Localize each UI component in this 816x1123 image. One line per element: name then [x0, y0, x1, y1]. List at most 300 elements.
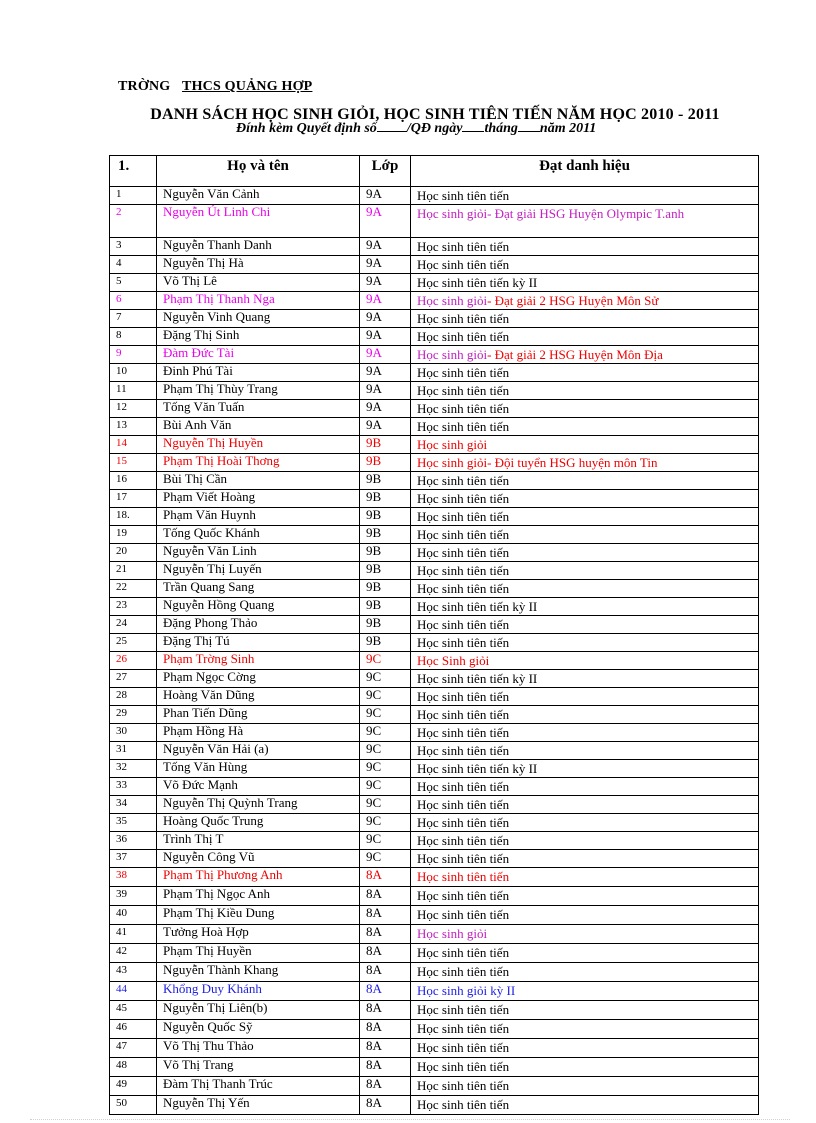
student-name: Phạm Hồng Hà: [157, 724, 360, 742]
student-name: Nguyễn Thị Luyến: [157, 562, 360, 580]
table-row: [110, 256, 759, 274]
student-name: Đàm Thị Thanh Trúc: [157, 1077, 360, 1096]
student-award: [411, 598, 759, 616]
student-class: 9A: [360, 187, 411, 205]
student-name: Nguyễn Công Vũ: [157, 850, 360, 868]
student-award: [411, 238, 759, 256]
student-name: Nguyễn Thị Yến: [157, 1096, 360, 1115]
award-title: Học sinh tiên tiến kỳ II: [417, 761, 538, 776]
student-award: [411, 688, 759, 706]
row-number: 11: [110, 382, 157, 400]
student-award: [411, 472, 759, 490]
student-award: [411, 1096, 759, 1115]
row-number: 2: [110, 205, 157, 238]
student-name: Phạm Thị Ngọc Anh: [157, 887, 360, 906]
school-label: TRỜNG: [118, 79, 171, 94]
student-name: Võ Thị Trang: [157, 1058, 360, 1077]
student-award: [411, 1077, 759, 1096]
award-title: Học sinh tiên tiến: [417, 527, 510, 542]
award-title: Học sinh tiên tiến: [417, 1078, 510, 1093]
table-row: [110, 454, 759, 472]
row-number: 35: [110, 814, 157, 832]
student-class: 9B: [360, 436, 411, 454]
row-number: 32: [110, 760, 157, 778]
student-award: [411, 1058, 759, 1077]
student-name: Hoàng Quốc Trung: [157, 814, 360, 832]
row-number: 43: [110, 963, 157, 982]
table-row: [110, 328, 759, 346]
student-award: [411, 526, 759, 544]
table-row: [110, 1039, 759, 1058]
award-title: Học sinh tiên tiến: [417, 907, 510, 922]
row-number: 37: [110, 850, 157, 868]
student-class: 9A: [360, 346, 411, 364]
award-title: Học sinh tiên tiến: [417, 1059, 510, 1074]
student-award: [411, 274, 759, 292]
student-name: Đàm Đức Tài: [157, 346, 360, 364]
table-row: [110, 814, 759, 832]
row-number: 28: [110, 688, 157, 706]
student-name: Trình Thị T: [157, 832, 360, 850]
student-class: 8A: [360, 1020, 411, 1039]
row-number: 45: [110, 1001, 157, 1020]
table-row: [110, 778, 759, 796]
table-row: [110, 670, 759, 688]
award-title: Học sinh tiên tiến: [417, 725, 510, 740]
award-title: Học sinh tiên tiến: [417, 509, 510, 524]
table-row: [110, 346, 759, 364]
table-row: [110, 706, 759, 724]
row-number: 42: [110, 944, 157, 963]
student-class: 8A: [360, 963, 411, 982]
award-title: Học sinh tiên tiến kỳ II: [417, 671, 538, 686]
student-class: 9B: [360, 634, 411, 652]
table-row: [110, 382, 759, 400]
table-row: [110, 963, 759, 982]
table-row: [110, 436, 759, 454]
award-title: Học Sinh giỏi: [417, 653, 490, 668]
student-class: 9B: [360, 544, 411, 562]
header-number: 1.: [110, 156, 157, 187]
student-award: [411, 814, 759, 832]
student-name: Nguyễn Út Linh Chi: [157, 205, 360, 238]
award-note: - Đạt giải 2 HSG Huyện Môn Địa: [487, 347, 663, 362]
student-award: [411, 1020, 759, 1039]
student-award: [411, 490, 759, 508]
student-award: [411, 616, 759, 634]
row-number: 26: [110, 652, 157, 670]
table-row: [110, 526, 759, 544]
student-class: 9B: [360, 616, 411, 634]
award-title: Học sinh tiên tiến: [417, 833, 510, 848]
student-class: 9C: [360, 688, 411, 706]
student-award: [411, 670, 759, 688]
student-class: 9C: [360, 652, 411, 670]
student-name: Hoàng Văn Dũng: [157, 688, 360, 706]
student-class: 9A: [360, 328, 411, 346]
student-class: 9A: [360, 382, 411, 400]
table-row: [110, 724, 759, 742]
student-class: 9B: [360, 472, 411, 490]
award-title: Học sinh tiên tiến: [417, 869, 510, 884]
student-class: 9B: [360, 490, 411, 508]
student-class: 8A: [360, 1001, 411, 1020]
student-award: [411, 742, 759, 760]
student-class: 9C: [360, 724, 411, 742]
table-row: [110, 742, 759, 760]
page-bottom-border: [30, 1119, 790, 1120]
table-row: [110, 508, 759, 526]
student-name: Nguyễn Văn Cảnh: [157, 187, 360, 205]
award-title: Học sinh giỏi: [417, 347, 488, 362]
student-name: Phạm Trờng Sinh: [157, 652, 360, 670]
student-class: 8A: [360, 982, 411, 1001]
row-number: 44: [110, 982, 157, 1001]
award-title: Học sinh tiên tiến kỳ II: [417, 599, 538, 614]
student-name: Nguyễn Văn Linh: [157, 544, 360, 562]
row-number: 40: [110, 906, 157, 925]
student-class: 8A: [360, 868, 411, 887]
student-name: Phạm Văn Huynh: [157, 508, 360, 526]
award-title: Học sinh tiên tiến: [417, 491, 510, 506]
award-title: Học sinh tiên tiến: [417, 563, 510, 578]
student-award: [411, 400, 759, 418]
student-class: 9A: [360, 205, 411, 238]
award-title: Học sinh giỏi: [417, 206, 488, 221]
award-title: Học sinh tiên tiến: [417, 311, 510, 326]
table-row: [110, 187, 759, 205]
row-number: 27: [110, 670, 157, 688]
row-number: 36: [110, 832, 157, 850]
student-class: 9A: [360, 256, 411, 274]
row-number: 1: [110, 187, 157, 205]
row-number: 9: [110, 346, 157, 364]
table-row: [110, 472, 759, 490]
header-class: Lớp: [360, 156, 411, 187]
table-header-row: [110, 156, 759, 187]
row-number: 14: [110, 436, 157, 454]
table-row: [110, 652, 759, 670]
row-number: 8: [110, 328, 157, 346]
award-title: Học sinh giỏi: [417, 926, 488, 941]
student-name: Tống Quốc Khánh: [157, 526, 360, 544]
row-number: 25: [110, 634, 157, 652]
student-class: 9A: [360, 310, 411, 328]
student-class: 9C: [360, 742, 411, 760]
student-name: Võ Thị Thu Thảo: [157, 1039, 360, 1058]
award-title: Học sinh tiên tiến: [417, 797, 510, 812]
award-title: Học sinh tiên tiến: [417, 257, 510, 272]
row-number: 18.: [110, 508, 157, 526]
award-title: Học sinh giỏi kỳ II: [417, 983, 516, 998]
student-award: [411, 382, 759, 400]
student-class: 9B: [360, 508, 411, 526]
student-class: 9B: [360, 526, 411, 544]
table-row: [110, 544, 759, 562]
student-name: Nguyễn Hồng Quang: [157, 598, 360, 616]
student-name: Nguyễn Thành Khang: [157, 963, 360, 982]
student-name: Võ Đức Mạnh: [157, 778, 360, 796]
row-number: 48: [110, 1058, 157, 1077]
table-row: [110, 832, 759, 850]
award-title: Học sinh tiên tiến: [417, 1002, 510, 1017]
student-class: 8A: [360, 887, 411, 906]
table-row: [110, 274, 759, 292]
student-class: 9A: [360, 238, 411, 256]
row-number: 30: [110, 724, 157, 742]
decision-reference: [236, 121, 596, 137]
table-row: [110, 634, 759, 652]
award-title: Học sinh tiên tiến: [417, 851, 510, 866]
header-award: Đạt danh hiệu: [411, 156, 759, 187]
student-name: Phạm Thị Kiều Dung: [157, 906, 360, 925]
row-number: 13: [110, 418, 157, 436]
row-number: 23: [110, 598, 157, 616]
student-class: 9C: [360, 850, 411, 868]
award-title: Học sinh tiên tiến: [417, 188, 510, 203]
row-number: 24: [110, 616, 157, 634]
table-row: [110, 1020, 759, 1039]
student-award: [411, 364, 759, 382]
decision-year-label: năm 2011: [539, 121, 597, 136]
award-title: Học sinh tiên tiến: [417, 239, 510, 254]
student-class: 9C: [360, 778, 411, 796]
student-name: Bùi Anh Văn: [157, 418, 360, 436]
student-award: [411, 982, 759, 1001]
student-award: [411, 1001, 759, 1020]
student-name: Nguyễn Thị Hà: [157, 256, 360, 274]
award-title: Học sinh tiên tiến: [417, 945, 510, 960]
student-award: [411, 906, 759, 925]
student-class: 9B: [360, 598, 411, 616]
student-award: [411, 256, 759, 274]
student-name: Nguyễn Thanh Danh: [157, 238, 360, 256]
award-note: - Đạt giải HSG Huyện Olympic T.anh: [487, 206, 685, 221]
student-award: [411, 418, 759, 436]
decision-month-label: tháng: [484, 121, 518, 136]
student-award: [411, 944, 759, 963]
student-list-table: [109, 155, 759, 1115]
student-award: [411, 544, 759, 562]
table-row: [110, 1001, 759, 1020]
table-row: [110, 400, 759, 418]
student-name: Đặng Thị Sinh: [157, 328, 360, 346]
student-name: Tống Văn Hùng: [157, 760, 360, 778]
student-class: 9B: [360, 454, 411, 472]
table-row: [110, 292, 759, 310]
table-row: [110, 688, 759, 706]
student-award: [411, 1039, 759, 1058]
row-number: 41: [110, 925, 157, 944]
student-award: [411, 634, 759, 652]
award-title: Học sinh tiên tiến: [417, 401, 510, 416]
student-class: 9B: [360, 580, 411, 598]
student-award: [411, 796, 759, 814]
award-title: Học sinh tiên tiến: [417, 707, 510, 722]
student-class: 9A: [360, 400, 411, 418]
student-award: [411, 963, 759, 982]
student-name: Phạm Thị Thanh Nga: [157, 292, 360, 310]
row-number: 12: [110, 400, 157, 418]
table-row: [110, 310, 759, 328]
row-number: 33: [110, 778, 157, 796]
student-award: [411, 292, 759, 310]
student-name: Phan Tiến Dũng: [157, 706, 360, 724]
student-class: 9C: [360, 832, 411, 850]
award-title: Học sinh tiên tiến: [417, 617, 510, 632]
table-row: [110, 1077, 759, 1096]
award-title: Học sinh tiên tiến: [417, 888, 510, 903]
student-award: [411, 925, 759, 944]
award-title: Học sinh tiên tiến: [417, 635, 510, 650]
student-name: Đặng Phong Thảo: [157, 616, 360, 634]
table-row: [110, 906, 759, 925]
table-row: [110, 562, 759, 580]
award-title: Học sinh tiên tiến: [417, 964, 510, 979]
document-title: DANH SÁCH HỌC SINH GIỎI, HỌC SINH TIÊN TIẾN NĂM HỌC 2010 - 2011: [150, 106, 720, 123]
row-number: 31: [110, 742, 157, 760]
student-name: Phạm Viết Hoàng: [157, 490, 360, 508]
student-award: [411, 652, 759, 670]
row-number: 7: [110, 310, 157, 328]
student-name: Nguyễn Vinh Quang: [157, 310, 360, 328]
row-number: 17: [110, 490, 157, 508]
student-name: Võ Thị Lê: [157, 274, 360, 292]
student-award: [411, 562, 759, 580]
table-row: [110, 796, 759, 814]
school-line: [118, 79, 312, 95]
student-award: [411, 887, 759, 906]
award-title: Học sinh tiên tiến: [417, 383, 510, 398]
decision-date-label: /QĐ ngày: [406, 121, 463, 136]
table-row: [110, 887, 759, 906]
row-number: 47: [110, 1039, 157, 1058]
table-row: [110, 944, 759, 963]
student-award: [411, 850, 759, 868]
award-title: Học sinh tiên tiến kỳ II: [417, 275, 538, 290]
table-row: [110, 850, 759, 868]
row-number: 20: [110, 544, 157, 562]
student-award: [411, 832, 759, 850]
award-title: Học sinh tiên tiến: [417, 545, 510, 560]
student-award: [411, 760, 759, 778]
row-number: 15: [110, 454, 157, 472]
table-row: [110, 1096, 759, 1115]
table-row: [110, 760, 759, 778]
table-row: [110, 490, 759, 508]
award-title: Học sinh tiên tiến: [417, 743, 510, 758]
award-title: Học sinh tiên tiến: [417, 581, 510, 596]
student-class: 8A: [360, 925, 411, 944]
student-name: Nguyễn Quốc Sỹ: [157, 1020, 360, 1039]
award-title: Học sinh giỏi: [417, 437, 488, 452]
award-title: Học sinh tiên tiến: [417, 473, 510, 488]
student-name: Đinh Phú Tài: [157, 364, 360, 382]
award-title: Học sinh tiên tiến: [417, 689, 510, 704]
table-row: [110, 868, 759, 887]
row-number: 38: [110, 868, 157, 887]
student-name: Phạm Thị Phương Anh: [157, 868, 360, 887]
row-number: 39: [110, 887, 157, 906]
row-number: 49: [110, 1077, 157, 1096]
student-award: [411, 706, 759, 724]
award-title: Học sinh giỏi: [417, 293, 488, 308]
student-award: [411, 778, 759, 796]
row-number: 22: [110, 580, 157, 598]
award-title: Học sinh tiên tiến: [417, 329, 510, 344]
award-title: Học sinh tiên tiến: [417, 365, 510, 380]
student-award: [411, 868, 759, 887]
student-class: 9A: [360, 274, 411, 292]
student-name: Phạm Thị Thùy Trang: [157, 382, 360, 400]
decision-label: Đính kèm Quyết định số: [236, 121, 377, 136]
student-name: Tưởng Hoà Hợp: [157, 925, 360, 944]
table-row: [110, 1058, 759, 1077]
student-class: 9A: [360, 418, 411, 436]
award-title: Học sinh tiên tiến: [417, 779, 510, 794]
student-award: [411, 454, 759, 472]
school-name: THCS QUẢNG HỢP: [182, 79, 313, 94]
student-name: Trần Quang Sang: [157, 580, 360, 598]
student-class: 8A: [360, 1039, 411, 1058]
row-number: 4: [110, 256, 157, 274]
award-note: - Đạt giải 2 HSG Huyện Môn Sử: [487, 293, 659, 308]
student-class: 9C: [360, 706, 411, 724]
table-row: [110, 418, 759, 436]
award-title: Học sinh tiên tiến: [417, 1040, 510, 1055]
student-name: Nguyễn Thị Quỳnh Trang: [157, 796, 360, 814]
student-class: 9C: [360, 760, 411, 778]
student-class: 9C: [360, 670, 411, 688]
student-name: Nguyễn Văn Hải (a): [157, 742, 360, 760]
award-note: - Đội tuyển HSG huyện môn Tin: [487, 455, 658, 470]
student-class: 9B: [360, 562, 411, 580]
row-number: 19: [110, 526, 157, 544]
row-number: 34: [110, 796, 157, 814]
student-award: [411, 187, 759, 205]
award-title: Học sinh tiên tiến: [417, 419, 510, 434]
award-title: Học sinh tiên tiến: [417, 815, 510, 830]
row-number: 16: [110, 472, 157, 490]
student-name: Đặng Thị Tú: [157, 634, 360, 652]
row-number: 50: [110, 1096, 157, 1115]
student-name: Tống Văn Tuấn: [157, 400, 360, 418]
student-class: 9C: [360, 796, 411, 814]
row-number: 29: [110, 706, 157, 724]
student-class: 9C: [360, 814, 411, 832]
student-class: 9A: [360, 364, 411, 382]
table-row: [110, 364, 759, 382]
student-name: Phạm Thị Hoài Thơng: [157, 454, 360, 472]
table-row: [110, 982, 759, 1001]
student-award: [411, 508, 759, 526]
row-number: 3: [110, 238, 157, 256]
row-number: 21: [110, 562, 157, 580]
table-row: [110, 925, 759, 944]
student-class: 8A: [360, 1058, 411, 1077]
student-class: 9A: [360, 292, 411, 310]
student-award: [411, 310, 759, 328]
row-number: 5: [110, 274, 157, 292]
student-award: [411, 346, 759, 364]
table-row: [110, 238, 759, 256]
row-number: 6: [110, 292, 157, 310]
student-name: Phạm Thị Huyền: [157, 944, 360, 963]
student-name: Phạm Ngọc Cờng: [157, 670, 360, 688]
student-name: Nguyễn Thị Liên(b): [157, 1001, 360, 1020]
award-title: Học sinh tiên tiến: [417, 1097, 510, 1112]
table-row: [110, 580, 759, 598]
